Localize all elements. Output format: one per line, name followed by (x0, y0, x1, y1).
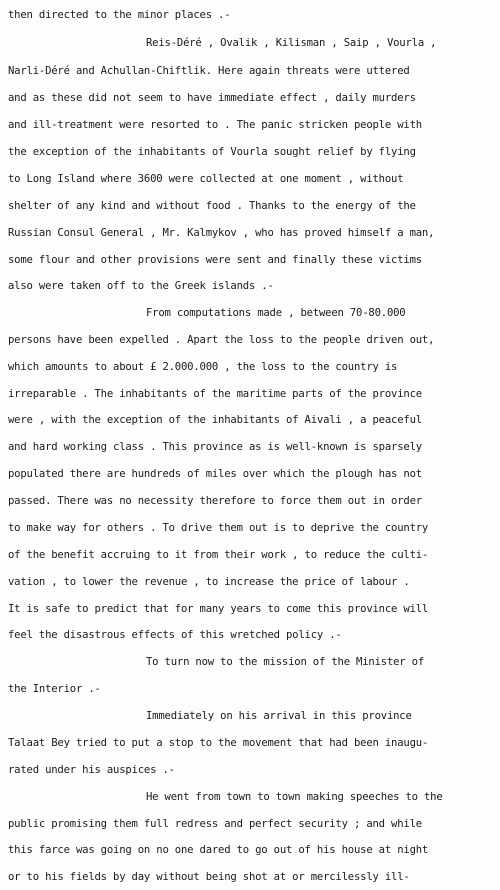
text-line: and ill-treatment were resorted to . The panic stricken people with (8, 119, 422, 131)
text-line: this farce was going on no one dared to go out of his house at night (8, 844, 429, 856)
text-line: some flour and other provisions were sent and finally these victims (8, 254, 422, 266)
text-line: rated under his auspices .- (8, 764, 175, 776)
text-line: It is safe to predict that for many years to come this province will (8, 603, 429, 615)
text-line: feel the disastrous effects of this wretched policy .- (8, 629, 342, 641)
text-line: and as these did not seem to have immediate effect , daily murders (8, 92, 416, 104)
text-line: or to his fields by day without being shot at or mercilessly ill- (8, 871, 410, 883)
text-line: of the benefit accruing to it from their work , to reduce the culti- (8, 549, 429, 561)
text-line: He went from town to town making speeches to the (146, 791, 443, 803)
text-line: which amounts to about £ 2.000.000 , the loss to the country is (8, 361, 398, 373)
text-line: persons have been expelled . Apart the loss to the people driven out, (8, 334, 435, 346)
text-line: the exception of the inhabitants of Vourla sought relief by flying (8, 146, 416, 158)
text-line: irreparable . The inhabitants of the maritime parts of the province (8, 388, 422, 400)
text-line: shelter of any kind and without food . Thanks to the energy of the (8, 200, 416, 212)
text-line: From computations made , between 70-80.000 (146, 307, 406, 319)
text-line: Russian Consul General , Mr. Kalmykov , who has proved himself a man, (8, 227, 435, 239)
text-line: were , with the exception of the inhabitants of Aivali , a peaceful (8, 414, 422, 426)
text-line: passed. There was no necessity therefore to force them out in order (8, 495, 422, 507)
text-line: Immediately on his arrival in this province (146, 710, 412, 722)
text-line: To turn now to the mission of the Minister of (146, 656, 425, 668)
text-line: to make way for others . To drive them out is to deprive the country (8, 522, 429, 534)
text-line: the Interior .- (8, 683, 101, 695)
text-line: populated there are hundreds of miles over which the plough has not (8, 468, 422, 480)
text-line: Narli-Déré and Achullan-Chiftlik. Here again threats were uttered (8, 65, 410, 77)
text-line: and hard working class . This province as is well-known is sparsely (8, 441, 422, 453)
text-line: to Long Island where 3600 were collected at one moment , without (8, 173, 404, 185)
text-line: also were taken off to the Greek islands .- (8, 280, 274, 292)
text-line: then directed to the minor places .- (8, 9, 231, 21)
text-line: vation , to lower the revenue , to increase the price of labour . (8, 576, 410, 588)
text-line: Talaat Bey tried to put a stop to the movement that had been inaugu- (8, 737, 429, 749)
text-line: public promising them full redress and perfect security ; and while (8, 818, 422, 830)
text-line: Reis-Déré , Ovalik , Kilisman , Saip , Vourla , (146, 37, 437, 49)
